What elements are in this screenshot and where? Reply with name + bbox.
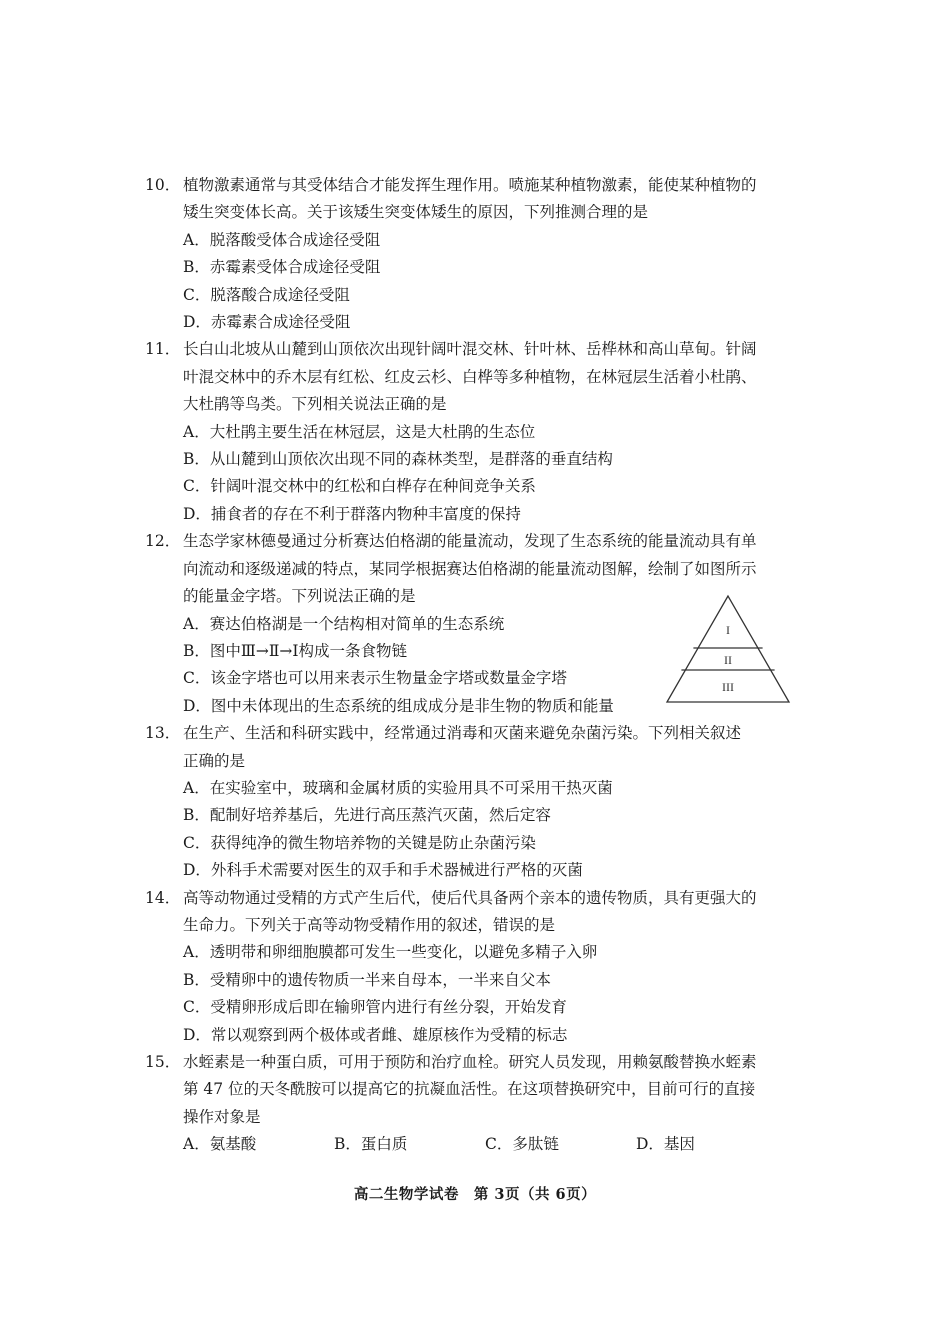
option-a: A．赛达伯格湖是一个结构相对简单的生态系统 xyxy=(183,614,505,633)
question-stem-line: 水蛭素是一种蛋白质，可用于预防和治疗血栓。研究人员发现，用赖氨酸替换水蛭素 xyxy=(183,1053,757,1071)
question-12 xyxy=(145,528,805,720)
option-d: D．图中未体现出的生态系统的组成成分是非生物的物质和能量 xyxy=(183,696,614,715)
question-14 xyxy=(145,885,805,1049)
question-stem-line: 在生产、生活和科研实践中，经常通过消毒和灭菌来避免杂菌污染。下列相关叙述 xyxy=(183,724,742,743)
question-number: 13． xyxy=(145,724,181,743)
question-stem-line: 叶混交林中的乔木层有红松、红皮云杉、白桦等多种植物，在林冠层生活着小杜鹃、 xyxy=(183,367,757,386)
option-b: B．蛋白质 xyxy=(334,1135,408,1154)
question-list xyxy=(145,172,805,1159)
option-a: A．在实验室中，玻璃和金属材质的实验用具不可采用干热灭菌 xyxy=(183,778,613,797)
option-b: B．受精卵中的遗传物质一半来自母本，一半来自父本 xyxy=(183,970,551,989)
question-15 xyxy=(145,1049,805,1159)
question-number: 11． xyxy=(145,340,181,359)
option-a: A．大杜鹃主要生活在林冠层，这是大杜鹃的生态位 xyxy=(183,422,536,441)
option-d: D．常以观察到两个极体或者雌、雄原核作为受精的标志 xyxy=(183,1025,568,1044)
option-d: D．捕食者的存在不利于群落内物种丰富度的保持 xyxy=(183,504,521,523)
question-stem-line: 第 47 位的天冬酰胺可以提高它的抗凝血活性。在这项替换研究中，目前可行的直接 xyxy=(183,1080,756,1099)
question-stem-line: 向流动和逐级递减的特点，某同学根据赛达伯格湖的能量流动图解，绘制了如图所示 xyxy=(183,559,757,578)
option-b: B．图中Ⅲ→Ⅱ→Ⅰ构成一条食物链 xyxy=(183,641,407,660)
energy-pyramid-svg xyxy=(665,594,791,704)
pyramid-level-1-label: I xyxy=(726,623,730,638)
question-stem-line: 高等动物通过受精的方式产生后代，使后代具备两个亲本的遗传物质，具有更强大的 xyxy=(183,888,757,907)
question-stem-line: 的能量金字塔。下列说法正确的是 xyxy=(183,587,416,606)
question-stem-line: 生态学家林德曼通过分析赛达伯格湖的能量流动，发现了生态系统的能量流动具有单 xyxy=(183,532,757,551)
question-number: 10． xyxy=(145,176,181,194)
page-footer: 高二生物学试卷 第 3页（共 6页） xyxy=(353,1186,597,1203)
option-c: C．针阔叶混交林中的红松和白桦存在种间竞争关系 xyxy=(183,477,536,496)
question-stem-line: 长白山北坡从山麓到山顶依次出现针阔叶混交林、针叶林、岳桦林和高山草甸。针阔 xyxy=(183,340,757,359)
question-stem-line: 植物激素通常与其受体结合才能发挥生理作用。喷施某种植物激素，能使某种植物的 xyxy=(183,176,757,194)
question-number: 12． xyxy=(145,532,181,551)
option-c: C．受精卵形成后即在输卵管内进行有丝分裂，开始发育 xyxy=(183,998,567,1017)
question-stem-line: 正确的是 xyxy=(183,751,246,770)
question-number: 14． xyxy=(145,888,181,907)
option-c: C．脱落酸合成途径受阻 xyxy=(183,285,350,304)
option-c: C．该金字塔也可以用来表示生物量金字塔或数量金字塔 xyxy=(183,669,567,688)
question-stem-line: 矮生突变体长高。关于该矮生突变体矮生的原因，下列推测合理的是 xyxy=(183,203,649,222)
question-11 xyxy=(145,336,805,528)
option-a: A．透明带和卵细胞膜都可发生一些变化，以避免多精子入卵 xyxy=(183,943,598,962)
options-row xyxy=(183,1131,805,1158)
energy-pyramid-diagram xyxy=(665,594,791,704)
option-d: D．外科手术需要对医生的双手和手术器械进行严格的灭菌 xyxy=(183,861,583,880)
option-a: A．脱落酸受体合成途径受阻 xyxy=(183,230,381,249)
option-c: C．获得纯净的微生物培养物的关键是防止杂菌污染 xyxy=(183,833,536,852)
question-number: 15． xyxy=(145,1053,181,1071)
question-10 xyxy=(145,172,805,336)
pyramid-level-2-label: II xyxy=(724,653,732,668)
option-b: B．配制好培养基后，先进行高压蒸汽灭菌，然后定容 xyxy=(183,806,551,825)
question-stem-line: 生命力。下列关于高等动物受精作用的叙述，错误的是 xyxy=(183,915,556,934)
option-b: B．从山麓到山顶依次出现不同的森林类型，是群落的垂直结构 xyxy=(183,450,613,469)
option-d: D．基因 xyxy=(636,1135,695,1154)
option-d: D．赤霉素合成途径受阻 xyxy=(183,313,351,332)
question-stem-line: 操作对象是 xyxy=(183,1107,261,1126)
option-c: C．多肽链 xyxy=(485,1135,559,1154)
question-13 xyxy=(145,720,805,884)
option-b: B．赤霉素受体合成途径受阻 xyxy=(183,258,381,277)
pyramid-level-3-label: III xyxy=(722,680,734,695)
option-a: A．氨基酸 xyxy=(183,1135,257,1154)
question-stem-line: 大杜鹃等鸟类。下列相关说法正确的是 xyxy=(183,395,447,414)
